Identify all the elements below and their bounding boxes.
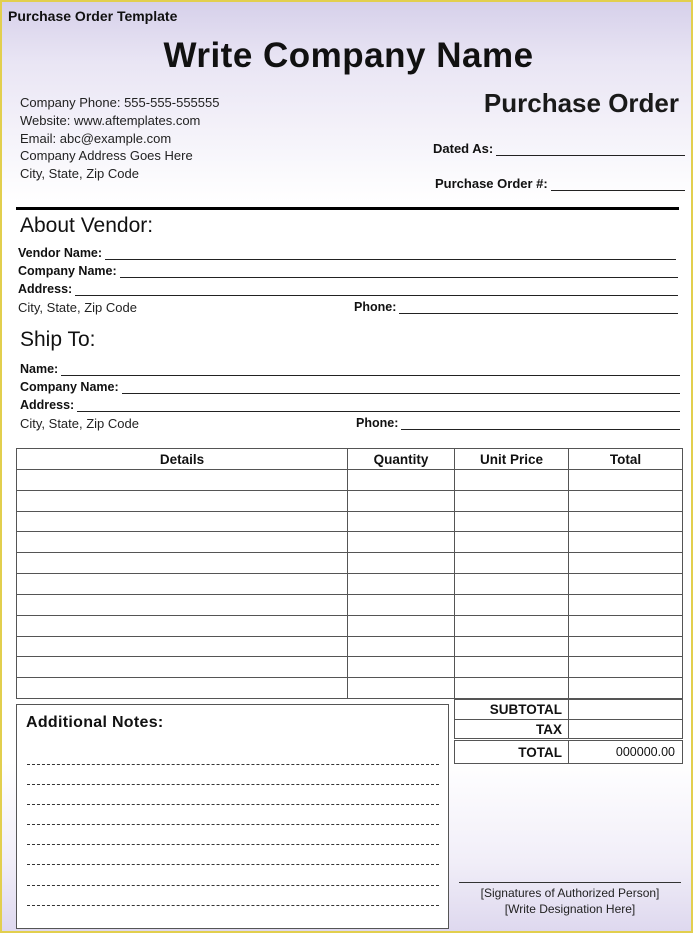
note-line[interactable] bbox=[27, 824, 439, 825]
tax-value[interactable] bbox=[569, 720, 683, 740]
table-row bbox=[17, 511, 683, 532]
dated-field[interactable] bbox=[433, 141, 685, 156]
note-line[interactable] bbox=[27, 804, 439, 805]
cell-total[interactable] bbox=[569, 490, 683, 511]
cell-details[interactable] bbox=[17, 532, 348, 553]
ship-company-line[interactable] bbox=[122, 383, 680, 394]
header-divider bbox=[16, 207, 679, 210]
column-header-details: Details bbox=[17, 449, 348, 470]
ship-company-label: Company Name: bbox=[20, 380, 119, 394]
company-name: Write Company Name bbox=[163, 36, 534, 75]
dated-label: Dated As: bbox=[433, 141, 494, 156]
note-line[interactable] bbox=[27, 885, 439, 886]
note-line[interactable] bbox=[27, 764, 439, 765]
company-city: City, State, Zip Code bbox=[20, 166, 139, 182]
additional-notes-title: Additional Notes: bbox=[26, 714, 164, 731]
column-header-total: Total bbox=[569, 449, 683, 470]
cell-details[interactable] bbox=[17, 511, 348, 532]
document-title: Purchase Order bbox=[483, 88, 679, 118]
subtotal-value[interactable] bbox=[569, 700, 683, 720]
cell-quantity[interactable] bbox=[348, 615, 455, 636]
additional-notes-box[interactable] bbox=[16, 704, 449, 929]
table-row bbox=[17, 490, 683, 511]
ship-address-label: Address: bbox=[20, 398, 75, 412]
vendor-address-field[interactable] bbox=[18, 282, 678, 296]
column-header-quantity: Quantity bbox=[348, 449, 455, 470]
cell-quantity[interactable] bbox=[348, 470, 455, 491]
table-row bbox=[17, 678, 683, 699]
cell-unit-price[interactable] bbox=[455, 553, 569, 574]
cell-details[interactable] bbox=[17, 490, 348, 511]
vendor-address-line[interactable] bbox=[75, 285, 678, 296]
cell-total[interactable] bbox=[569, 532, 683, 553]
ship-company-field[interactable] bbox=[20, 380, 680, 394]
table-row bbox=[17, 594, 683, 615]
cell-total[interactable] bbox=[569, 553, 683, 574]
cell-total[interactable] bbox=[569, 636, 683, 657]
cell-details[interactable] bbox=[17, 657, 348, 678]
column-header-unit-price: Unit Price bbox=[455, 449, 569, 470]
ship-phone-line[interactable] bbox=[401, 419, 680, 430]
company-contact-block bbox=[20, 94, 219, 183]
cell-quantity[interactable] bbox=[348, 594, 455, 615]
cell-unit-price[interactable] bbox=[455, 657, 569, 678]
dated-input-line[interactable] bbox=[496, 145, 685, 156]
cell-unit-price[interactable] bbox=[455, 490, 569, 511]
cell-quantity[interactable] bbox=[348, 532, 455, 553]
ship-address-line[interactable] bbox=[77, 401, 680, 412]
cell-total[interactable] bbox=[569, 657, 683, 678]
ship-name-field[interactable] bbox=[20, 362, 680, 376]
cell-total[interactable] bbox=[569, 678, 683, 699]
cell-quantity[interactable] bbox=[348, 657, 455, 678]
table-row bbox=[17, 470, 683, 491]
cell-quantity[interactable] bbox=[348, 636, 455, 657]
ship-address-field[interactable] bbox=[20, 398, 680, 412]
cell-unit-price[interactable] bbox=[455, 532, 569, 553]
table-row bbox=[17, 615, 683, 636]
po-number-field[interactable] bbox=[435, 176, 685, 191]
cell-details[interactable] bbox=[17, 678, 348, 699]
cell-quantity[interactable] bbox=[348, 574, 455, 595]
items-table bbox=[16, 448, 683, 699]
signature-line[interactable] bbox=[459, 882, 681, 883]
cell-unit-price[interactable] bbox=[455, 615, 569, 636]
note-line[interactable] bbox=[27, 864, 439, 865]
table-row bbox=[17, 657, 683, 678]
template-title: Purchase Order Template bbox=[8, 8, 178, 24]
cell-quantity[interactable] bbox=[348, 553, 455, 574]
items-header-row bbox=[17, 449, 683, 470]
signature-caption: [Signatures of Authorized Person] bbox=[480, 886, 660, 900]
note-line[interactable] bbox=[27, 844, 439, 845]
vendor-city-label: City, State, Zip Code bbox=[18, 300, 137, 315]
cell-details[interactable] bbox=[17, 594, 348, 615]
cell-total[interactable] bbox=[569, 615, 683, 636]
company-address: Company Address Goes Here bbox=[20, 148, 193, 164]
total-row bbox=[455, 740, 683, 764]
note-line[interactable] bbox=[27, 905, 439, 906]
table-row bbox=[17, 553, 683, 574]
designation-caption: [Write Designation Here] bbox=[504, 902, 636, 916]
cell-unit-price[interactable] bbox=[455, 594, 569, 615]
cell-unit-price[interactable] bbox=[455, 470, 569, 491]
ship-name-line[interactable] bbox=[61, 365, 680, 376]
cell-total[interactable] bbox=[569, 574, 683, 595]
total-label: TOTAL bbox=[455, 740, 569, 764]
ship-phone-field[interactable] bbox=[356, 416, 680, 430]
note-line[interactable] bbox=[27, 784, 439, 785]
total-value[interactable]: 000000.00 bbox=[569, 740, 683, 764]
vendor-heading: About Vendor: bbox=[20, 214, 154, 237]
cell-details[interactable] bbox=[17, 470, 348, 491]
vendor-company-field[interactable] bbox=[18, 264, 678, 278]
vendor-company-line[interactable] bbox=[120, 267, 678, 278]
cell-unit-price[interactable] bbox=[455, 574, 569, 595]
ship-name-label: Name: bbox=[20, 362, 59, 376]
company-phone: Company Phone: 555-555-555555 bbox=[20, 95, 220, 110]
vendor-company-label: Company Name: bbox=[18, 264, 117, 278]
cell-details[interactable] bbox=[17, 574, 348, 595]
subtotal-label: SUBTOTAL bbox=[455, 700, 569, 720]
tax-row bbox=[455, 720, 683, 740]
vendor-phone-line[interactable] bbox=[399, 303, 678, 314]
cell-unit-price[interactable] bbox=[455, 636, 569, 657]
cell-quantity[interactable] bbox=[348, 678, 455, 699]
vendor-name-line[interactable] bbox=[105, 249, 676, 260]
cell-quantity[interactable] bbox=[348, 511, 455, 532]
subtotal-row bbox=[455, 700, 683, 720]
cell-total[interactable] bbox=[569, 470, 683, 491]
cell-details[interactable] bbox=[17, 553, 348, 574]
vendor-address-label: Address: bbox=[18, 282, 73, 296]
vendor-name-field[interactable] bbox=[18, 246, 676, 260]
company-website: Website: www.aftemplates.com bbox=[20, 112, 201, 128]
cell-unit-price[interactable] bbox=[455, 678, 569, 699]
company-email: Email: abc@example.com bbox=[20, 130, 172, 146]
ship-phone-label: Phone: bbox=[356, 416, 399, 430]
vendor-phone-field[interactable] bbox=[354, 300, 678, 314]
totals-table bbox=[454, 699, 683, 764]
table-row bbox=[17, 532, 683, 553]
cell-total[interactable] bbox=[569, 511, 683, 532]
po-number-input-line[interactable] bbox=[551, 180, 685, 191]
table-row bbox=[17, 574, 683, 595]
cell-details[interactable] bbox=[17, 615, 348, 636]
cell-unit-price[interactable] bbox=[455, 511, 569, 532]
vendor-phone-label: Phone: bbox=[354, 300, 397, 314]
ship-to-heading: Ship To: bbox=[20, 328, 96, 351]
ship-city-label: City, State, Zip Code bbox=[20, 416, 139, 431]
vendor-name-label: Vendor Name: bbox=[18, 246, 103, 260]
po-number-label: Purchase Order #: bbox=[435, 176, 548, 191]
table-row bbox=[17, 636, 683, 657]
cell-quantity[interactable] bbox=[348, 490, 455, 511]
cell-total[interactable] bbox=[569, 594, 683, 615]
tax-label: TAX bbox=[455, 720, 569, 740]
cell-details[interactable] bbox=[17, 636, 348, 657]
